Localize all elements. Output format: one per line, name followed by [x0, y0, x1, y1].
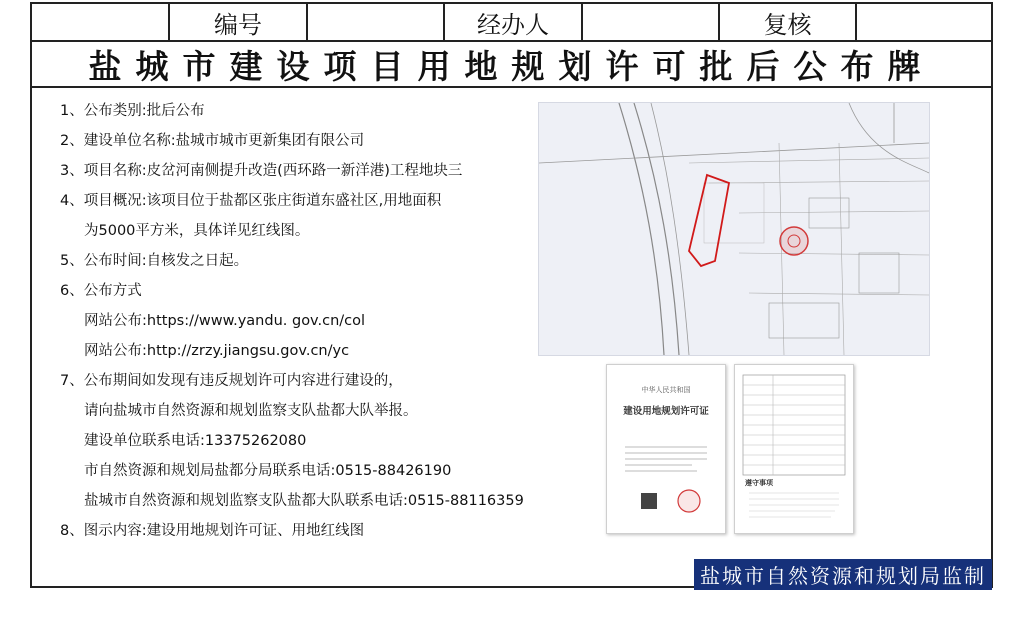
- contact-phone-inspection: 盐城市自然资源和规划监察支队盐都大队联系电话:0515-88116359: [84, 493, 524, 509]
- content-line: 请向盐城市自然资源和规划监察支队盐都大队举报。: [84, 403, 418, 419]
- certificate-back: [734, 364, 854, 534]
- certificate-images: [598, 364, 868, 539]
- certificate-notice-heading: 遵守事项: [745, 479, 773, 487]
- content-line: 3、项目名称:皮岔河南侧提升改造(西环路一新洋港)工程地块三: [60, 163, 463, 179]
- header-blank-1: [32, 4, 170, 40]
- contact-phone-bureau: 市自然资源和规划局盐都分局联系电话:0515-88426190: [84, 463, 452, 479]
- header-review-label: 复核: [720, 4, 857, 40]
- certificate-back-table: [735, 365, 853, 533]
- content-line: 6、公布方式: [60, 283, 142, 299]
- content-line: 为5000平方米，具体详见红线图。: [84, 223, 310, 239]
- certificate-front-marks: [607, 365, 725, 533]
- content-line: 8、图示内容:建设用地规划许可证、用地红线图: [60, 523, 365, 539]
- header-number-value: [308, 4, 445, 40]
- certificate-country: 中华人民共和国: [641, 386, 691, 394]
- contact-phone-builder: 建设单位联系电话:13375262080: [84, 433, 307, 449]
- content-line: 5、公布时间:自核发之日起。: [60, 253, 249, 269]
- content-line: 1、公布类别:批后公布: [60, 103, 205, 119]
- content-line: 2、建设单位名称:盐城市城市更新集团有限公司: [60, 133, 365, 149]
- header-review-value: [857, 4, 991, 40]
- header-row: [32, 4, 991, 42]
- header-handler-label: 经办人: [445, 4, 583, 40]
- redline-map-image: [538, 102, 930, 356]
- header-number-label: 编号: [170, 4, 308, 40]
- content-line: 4、项目概况:该项目位于盐都区张庄街道东盛社区,用地面积: [60, 193, 442, 209]
- website-link-1[interactable]: 网站公布:https://www.yandu. gov.cn/col: [84, 313, 366, 329]
- header-handler-value: [583, 4, 720, 40]
- content-line: 7、公布期间如发现有违反规划许可内容进行建设的，: [60, 373, 403, 389]
- redline-map-drawing: [539, 103, 929, 355]
- certificate-title: 建设用地规划许可证: [623, 406, 709, 417]
- certificate-front: [606, 364, 726, 534]
- supervision-banner: 盐城市自然资源和规划局监制: [694, 559, 992, 590]
- page-title: 盐城市建设项目用地规划许可批后公布牌: [32, 42, 991, 88]
- notice-board: [30, 2, 993, 588]
- website-link-2[interactable]: 网站公布:http://zrzy.jiangsu.gov.cn/yc: [84, 343, 350, 359]
